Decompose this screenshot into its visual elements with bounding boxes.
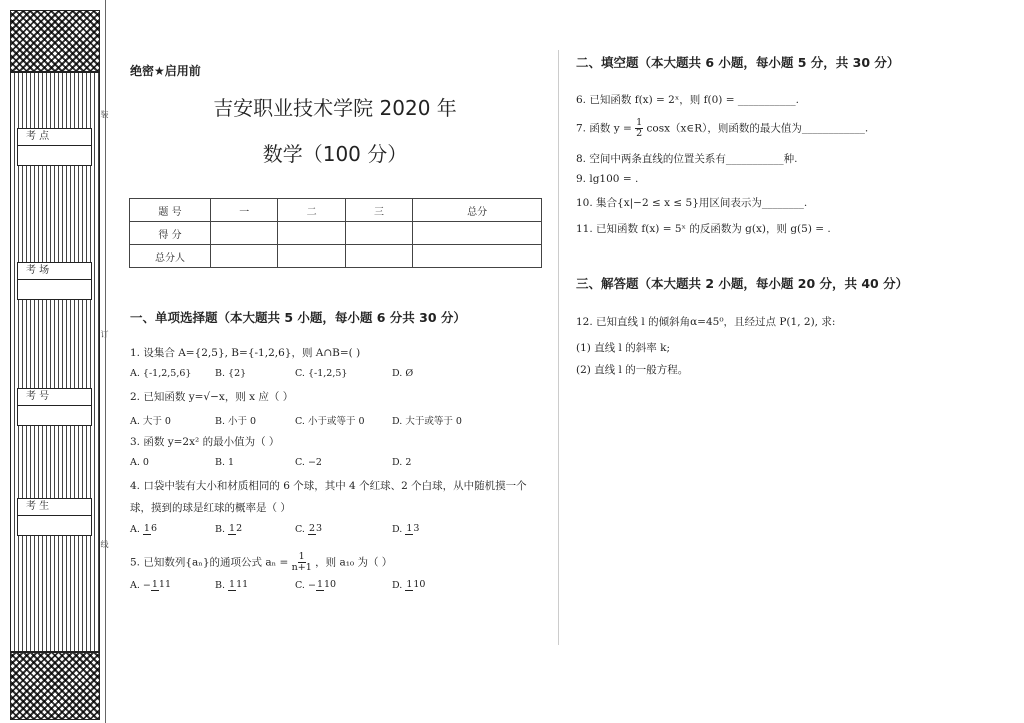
option[interactable]: A. 0 (130, 457, 149, 468)
question-12-part1: (1) 直线 l 的斜率 k; (576, 342, 670, 354)
field-exam-number[interactable] (17, 388, 92, 426)
field-label: 考 生 (18, 499, 91, 516)
secret-label: 绝密★启用前 (130, 64, 201, 78)
option[interactable]: D. Ø (392, 368, 414, 379)
option[interactable]: B. 小于 0 (215, 416, 257, 427)
score-header-cell: 二 (278, 199, 345, 222)
hatch-bottom (10, 652, 100, 720)
option[interactable]: C. −110 (295, 579, 337, 591)
hatch-top (10, 10, 100, 72)
score-cell[interactable] (211, 245, 278, 268)
score-header-cell: 一 (211, 199, 278, 222)
score-cell[interactable] (413, 245, 542, 268)
question-1-options (130, 368, 413, 379)
option[interactable]: C. 小于或等于 0 (295, 416, 365, 427)
score-cell[interactable] (345, 245, 412, 268)
school-title: 吉安职业技术学院 2020 年 (213, 96, 457, 120)
score-cell[interactable] (278, 245, 345, 268)
question-6: 6. 已知函数 f(x) = 2ˣ，则 f(0) = ___________. (576, 94, 799, 106)
question-4-options (130, 524, 419, 535)
field-label: 考 号 (18, 389, 91, 406)
option[interactable]: B. 111 (215, 579, 249, 591)
option[interactable]: D. 110 (392, 579, 426, 591)
question-8: 8. 空间中两条直线的位置关系有___________种. (576, 153, 798, 165)
option[interactable]: A. {-1,2,5,6} (130, 368, 192, 379)
section1-title: 一、单项选择题（本大题共 5 小题，每小题 6 分共 30 分） (130, 310, 466, 325)
subject-title: 数学（100 分） (262, 142, 408, 166)
page-divider (558, 50, 559, 645)
score-cell[interactable] (413, 222, 542, 245)
question-5: 5. 已知数列{aₙ}的通项公式 aₙ = $\frac{1}{n+1}$ ，则 a₁₀ 为（ ） (130, 551, 393, 573)
option[interactable]: A. 大于 0 (130, 416, 171, 427)
field-student[interactable] (17, 498, 92, 536)
binding-strip (0, 0, 112, 723)
field-exam-site[interactable] (17, 128, 92, 166)
option[interactable]: B. 1 (215, 457, 235, 468)
option[interactable]: C. 23 (295, 523, 323, 535)
option[interactable]: A. −111 (130, 579, 172, 591)
question-5-options (130, 580, 425, 591)
option[interactable]: C. −2 (295, 457, 322, 468)
question-4-line1: 4. 口袋中装有大小和材质相同的 6 个球，其中 4 个红球、2 个白球，从中随机摸一个 (130, 480, 527, 492)
field-exam-room[interactable] (17, 262, 92, 300)
question-7: 7. 函数 y = $\frac{1}{2}$ cosx（x∈R），则函数的最大值为____________. (576, 117, 869, 139)
field-label: 考 场 (18, 263, 91, 280)
question-9: 9. lg100 = . (576, 173, 639, 185)
score-cell[interactable] (345, 222, 412, 245)
option[interactable]: D. 大于或等于 0 (392, 416, 462, 427)
question-12: 12. 已知直线 l 的倾斜角α=45⁰，且经过点 P(1, 2), 求: (576, 316, 836, 328)
binding-line (105, 0, 106, 723)
score-header-cell: 三 (345, 199, 412, 222)
question-1: 1. 设集合 A={2,5}, B={-1,2,6}，则 A∩B=( ) (130, 347, 361, 359)
section2-title: 二、填空题（本大题共 6 小题，每小题 5 分，共 30 分） (576, 55, 900, 70)
option[interactable]: C. {-1,2,5} (295, 368, 348, 379)
score-row-label: 总分人 (130, 245, 211, 268)
question-2-options (130, 413, 462, 427)
question-10: 10. 集合{x|−2 ≤ x ≤ 5}用区间表示为________. (576, 197, 808, 209)
score-table (129, 198, 542, 268)
option[interactable]: B. 12 (215, 523, 243, 535)
question-4-line2: 球，摸到的球是红球的概率是（ ） (130, 502, 291, 514)
question-3: 3. 函数 y=2x² 的最小值为（ ） (130, 436, 280, 448)
question-2: 2. 已知函数 y=√−x，则 x 应（ ） (130, 391, 294, 403)
option[interactable]: D. 2 (392, 457, 412, 468)
score-cell[interactable] (278, 222, 345, 245)
option[interactable]: D. 13 (392, 523, 420, 535)
section3-title: 三、解答题（本大题共 2 小题，每小题 20 分，共 40 分） (576, 276, 909, 291)
field-label: 考 点 (18, 129, 91, 146)
score-header-cell: 总分 (413, 199, 542, 222)
question-11: 11. 已知函数 f(x) = 5ˣ 的反函数为 g(x)，则 g(5) = . (576, 223, 831, 235)
option[interactable]: B. {2} (215, 368, 247, 379)
score-cell[interactable] (211, 222, 278, 245)
score-header-cell: 题 号 (130, 199, 211, 222)
option[interactable]: A. 16 (130, 523, 158, 535)
question-12-part2: (2) 直线 l 的一般方程。 (576, 364, 689, 376)
score-row-label: 得 分 (130, 222, 211, 245)
question-3-options (130, 457, 411, 468)
